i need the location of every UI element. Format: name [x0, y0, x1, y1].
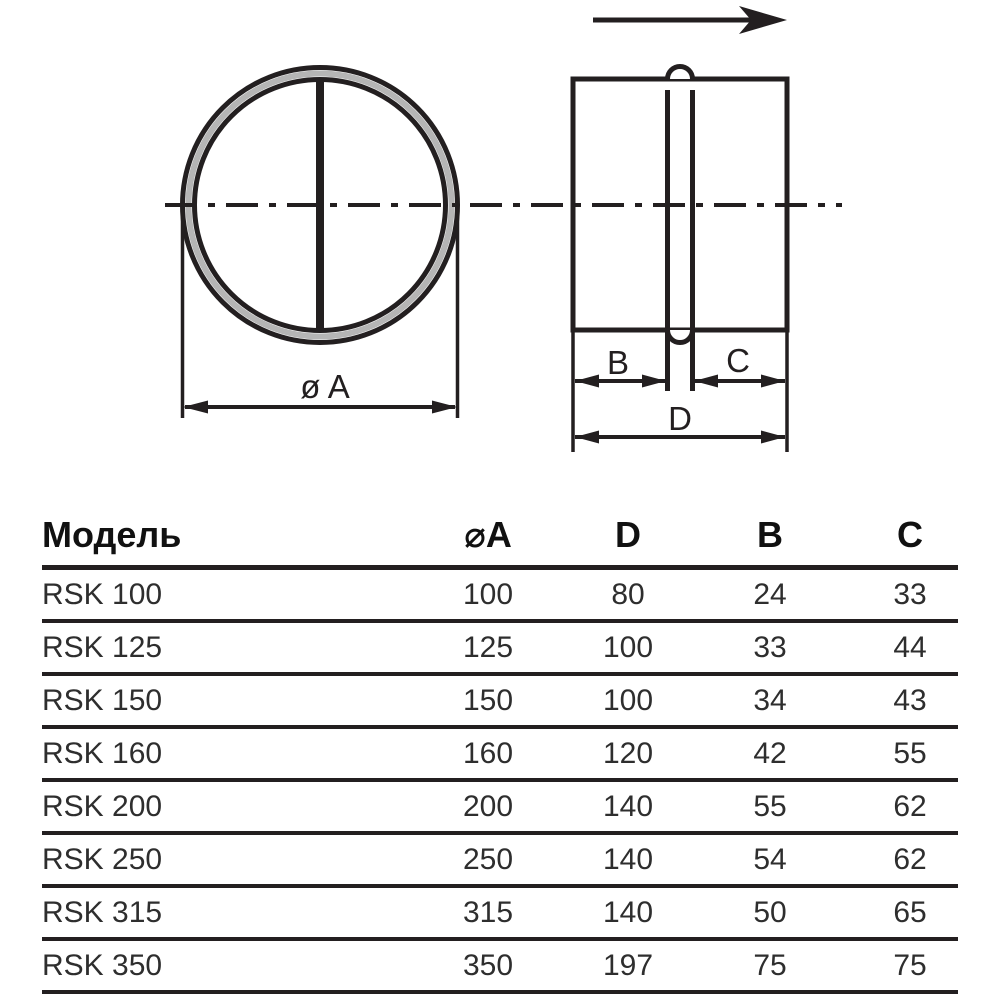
- cell-model: RSK 100: [42, 577, 163, 611]
- header-d: D: [615, 514, 641, 555]
- cell-c: 62: [893, 789, 927, 823]
- groove-notch-bottom: [668, 330, 693, 343]
- cell-a: 160: [462, 736, 514, 770]
- cell-b: 55: [753, 789, 787, 823]
- dim-d-label: D: [668, 400, 692, 437]
- front-view: [183, 68, 458, 419]
- cell-d: 140: [602, 789, 654, 823]
- cell-b: 50: [753, 895, 787, 929]
- cell-d: 100: [602, 683, 654, 717]
- table-header-row: [42, 505, 958, 568]
- cell-c: 43: [893, 683, 927, 717]
- cell-d: 140: [602, 895, 654, 929]
- cell-a: 315: [462, 895, 514, 929]
- cell-a: 150: [462, 683, 514, 717]
- cell-d: 120: [602, 736, 654, 770]
- cell-c: 75: [893, 948, 927, 982]
- table-row: [42, 568, 958, 622]
- cell-b: 24: [753, 577, 787, 611]
- flow-arrow-icon: [593, 6, 787, 34]
- dim-b-label: B: [606, 344, 630, 381]
- cell-c: 55: [893, 736, 927, 770]
- dimensions-table: [42, 505, 958, 994]
- cell-c: 33: [893, 577, 927, 611]
- diameter-arrowhead-right-icon: [432, 401, 457, 414]
- dim-b-arrowhead-left-icon: [575, 375, 599, 388]
- cell-model: RSK 150: [42, 683, 163, 717]
- cell-d: 197: [602, 948, 654, 982]
- table-row: [42, 886, 958, 939]
- dim-d-arrowhead-left-icon: [575, 431, 599, 444]
- cell-model: RSK 125: [42, 630, 163, 664]
- cell-model: RSK 350: [42, 948, 163, 982]
- dim-b-arrowhead-right-icon: [642, 375, 666, 388]
- header-b: B: [757, 514, 783, 555]
- cell-a: 350: [462, 948, 514, 982]
- cell-d: 140: [602, 842, 654, 876]
- dim-c-arrowhead-left-icon: [694, 375, 718, 388]
- technical-drawing: [0, 0, 1000, 480]
- cell-b: 34: [753, 683, 787, 717]
- cell-c: 62: [893, 842, 927, 876]
- cell-model: RSK 315: [42, 895, 163, 929]
- groove-notch-top: [668, 67, 693, 80]
- header-c: C: [897, 514, 923, 555]
- cell-b: 75: [753, 948, 787, 982]
- cell-model: RSK 160: [42, 736, 163, 770]
- diameter-arrowhead-left-icon: [183, 401, 208, 414]
- damper-drawing-svg: [0, 0, 1000, 480]
- cell-b: 33: [753, 630, 787, 664]
- cell-a: 200: [462, 789, 514, 823]
- dim-c-arrowhead-right-icon: [761, 375, 785, 388]
- header-model: Модель: [42, 514, 182, 555]
- table-row: [42, 621, 958, 674]
- cell-c: 65: [893, 895, 927, 929]
- cell-b: 54: [753, 842, 787, 876]
- table-row: [42, 780, 958, 833]
- table-row: [42, 727, 958, 780]
- cell-d: 80: [611, 577, 645, 611]
- table-row: [42, 939, 958, 992]
- cell-b: 42: [753, 736, 787, 770]
- dim-c-label: C: [726, 342, 750, 379]
- table-row: [42, 674, 958, 727]
- cell-c: 44: [893, 630, 927, 664]
- diameter-label: ø A: [300, 368, 350, 405]
- cell-a: 100: [462, 577, 514, 611]
- cell-model: RSK 250: [42, 842, 163, 876]
- cell-model: RSK 200: [42, 789, 163, 823]
- dim-d-arrowhead-right-icon: [761, 431, 785, 444]
- table-row: [42, 833, 958, 886]
- cell-a: 250: [462, 842, 514, 876]
- cell-d: 100: [602, 630, 654, 664]
- cell-a: 125: [462, 630, 514, 664]
- header-diameter-a: ⌀A: [464, 514, 512, 555]
